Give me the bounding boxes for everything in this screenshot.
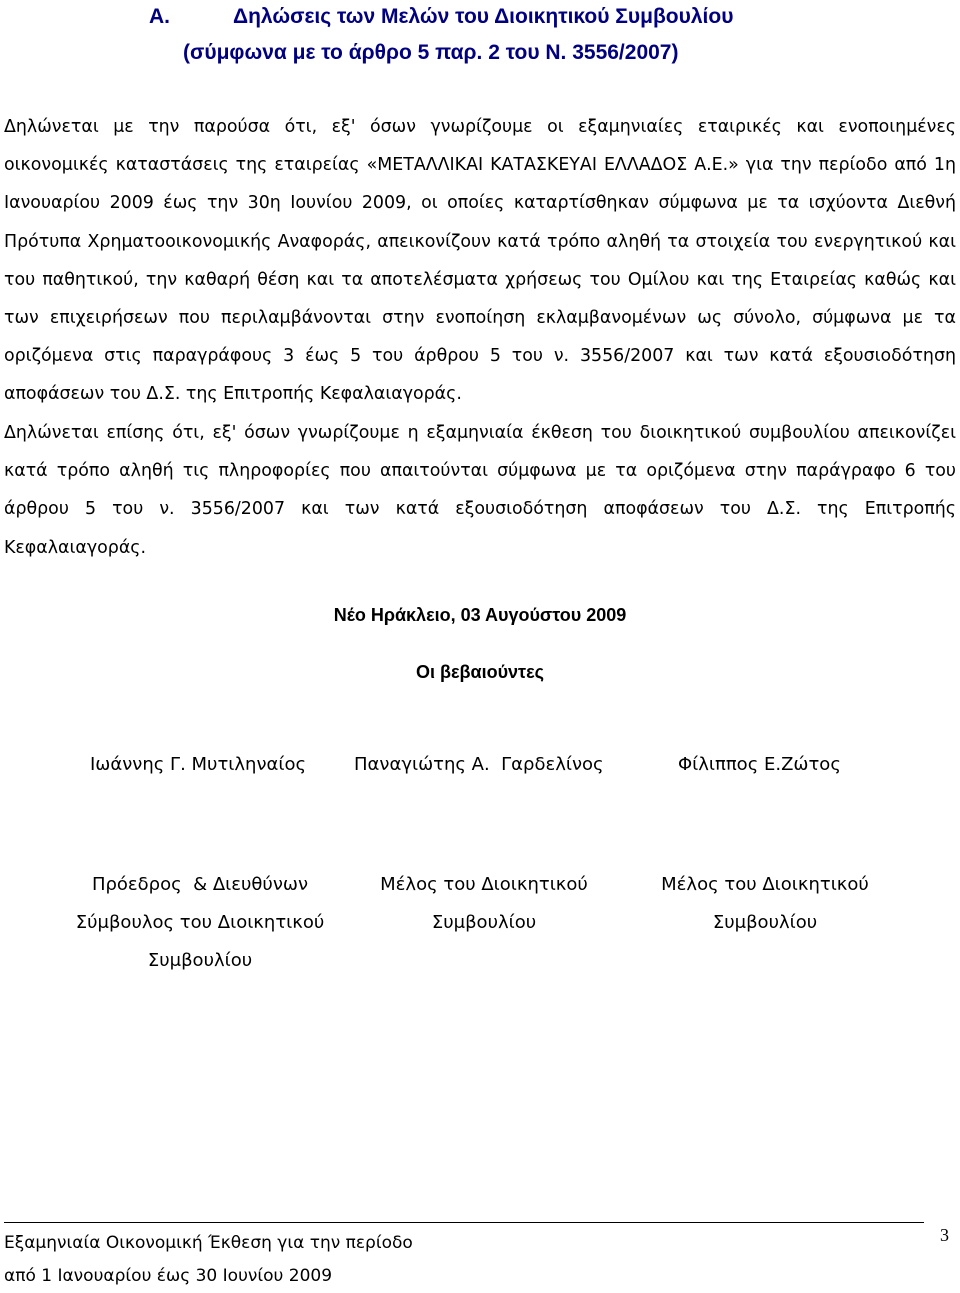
role-line: Σύμβουλος του Διοικητικού (75, 912, 325, 933)
declaration-paragraph-1: Δηλώνεται με την παρούσα ότι, εξ' όσων γνωρίζουμε οι εξαμηνιαίες εταιρικές και ενοποιημένες οικονομικές καταστάσεις της εταιρείας «ΜΕΤΑΛΛΙΚΑΙ ΚΑΤΑΣΚΕΥΑΙ ΕΛΛΑΔΟΣ Α.Ε.» για την περίοδο από 1η Ιανουαρίου 2009 έως την 30η Ιουνίου 2009, οι οποίες καταρτίσθηκαν σύμφωνα με τα ισχύοντα Διεθνή Πρότυπα Χρηματοοικονομικής Αναφοράς, απεικονίζουν κατά τρόπο αληθή τα στοιχεία του ενεργητικού και του παθητικού, την καθαρή θέση και τα αποτελέσματα χρήσεως του Ομίλου και της Εταιρείας καθώς και των επιχειρήσεων που περιλαμβάνονται στην ενοποίηση εκλαμβανομένων ως σύνολο, σύμφωνα με τα οριζόμενα στις παραγράφους 3 έως 5 του άρθρου 5 του ν. 3556/2007 και των κατά εξουσιοδότηση αποφάσεων του Δ.Σ. της Επιτροπής Κεφαλαιαγοράς. (4, 117, 956, 405)
footer-line: Εξαμηνιαία Οικονομική Έκθεση για την περίοδο (4, 1233, 413, 1253)
place-date: Νέο Ηράκλειο, 03 Αυγούστου 2009 (333, 605, 627, 625)
signatory-name: Φίλιππος Ε.Ζώτος (678, 754, 841, 775)
role-line: Πρόεδρος & Διευθύνων (91, 874, 309, 895)
signatory-role (645, 866, 885, 942)
section-subtitle: (σύμφωνα με το άρθρο 5 παρ. 2 του Ν. 3556/2007) (183, 41, 679, 64)
page-number: 3 (940, 1225, 949, 1245)
declaration-paragraph-2: Δηλώνεται επίσης ότι, εξ' όσων γνωρίζουμε η εξαμηνιαία έκθεση του διοικητικού συμβουλίου απεικονίζει κατά τρόπο αληθή τις πληροφορίες που απαιτούνται σύμφωνα με τα οριζόμενα στην παράγραφο 6 του άρθρου 5 του ν. 3556/2007 και των κατά εξουσιοδότηση αποφάσεων του Δ.Σ. της Επιτροπής Κεφαλαιαγοράς. (4, 423, 956, 558)
role-line: Μέλος του Διοικητικού (661, 874, 869, 895)
role-line: Συμβουλίου (147, 950, 253, 971)
footer-divider (4, 1222, 924, 1223)
section-title: Δηλώσεις των Μελών του Διοικητικού Συμβουλίου (233, 5, 734, 28)
role-line: Συμβουλίου (712, 912, 818, 933)
role-line: Μέλος του Διοικητικού (380, 874, 588, 895)
signatory-role (364, 866, 604, 942)
role-line: Συμβουλίου (431, 912, 537, 933)
certifiers-label: Οι βεβαιούντες (415, 662, 544, 682)
signatory-name: Παναγιώτης Α. Γαρδελίνος (354, 754, 604, 775)
signatory-role (68, 866, 332, 980)
section-number: Α. (149, 5, 170, 28)
footer-line: από 1 Ιανουαρίου έως 30 Ιουνίου 2009 (4, 1266, 333, 1286)
signatory-name: Ιωάννης Γ. Μυτιληναίος (90, 754, 307, 775)
footer-caption (4, 1227, 413, 1293)
